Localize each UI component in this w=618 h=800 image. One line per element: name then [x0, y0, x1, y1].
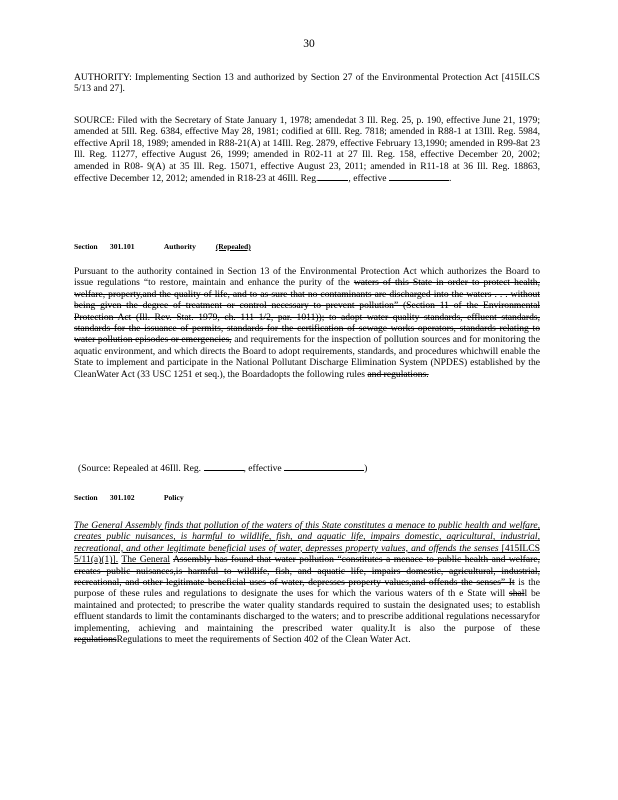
- text-deleted: waters of this State in order to protect health, welfare, property,and the quality of life, and to as-sure that no contaminants are discharged into the waters . . . without being given the degree of treatment or control necessary to prevent pollution” (Section 11 of the Environmental Protection Act (Ill. Rev. Stat. 1979, ch. 111 1/2, par. 1011)); to adopt water quality standards, effluent standards, standards for the issuance of permits, standards for the certification of sewage works operators, standards relating to water pollution episodes or emergencies,: [74, 277, 540, 346]
- section-301-101-heading: [74, 242, 275, 251]
- page-number: 30: [303, 38, 315, 50]
- text-retained: is the purpose of these rules and regulations to designate the uses for which the various waters of th e State will: [74, 577, 540, 600]
- repealed-note: (Repealed): [215, 242, 251, 251]
- section-label: Section: [74, 493, 98, 502]
- text-deleted: regulations: [74, 634, 117, 646]
- text-retained: Pursuant to the authority contained in Section 13 of the Environmental Protection Act which authorizes the Board to issue regulations “to restore, maintain and enhance the purity of the: [74, 266, 540, 289]
- blank-line: [284, 462, 364, 471]
- section-number: 301.102: [109, 493, 135, 502]
- section-301-101-body: [74, 266, 540, 380]
- text-retained: Regulations to meet the requirements of Section 402 of the Clean Water Act.: [116, 634, 411, 646]
- text-added: The General Assembly finds that pollution of the waters of this State constitutes a menace to public health and welfare, creates public nuisances, is harmful to wildlife, fish, and aquatic life, impairs domestic, agricultural, industrial, recreational, and other legitimate beneficial uses of water, depresses property values, and offends the senses: [74, 520, 540, 554]
- section-title: Authority: [163, 242, 196, 251]
- source-paragraph: SOURCE: Filed with the Secretary of State January 1, 1978; amendedat 3 Ill. Reg. 25, p. 190, effective June 21, 1979; amended at 5Ill. Reg. 6384, effective May 28, 1981; codified at 6Ill. Reg. 7818; amended in R88-1 at 13Ill. Reg. 5984, effective April 18, 1989; amended in R88-21(A) at 14Ill. Reg. 2879, effective February 13,1990; amended in R99-8at 23 Ill. Reg. 11277, effective August 26, 1999; amended in R02-11 at 27 Ill. Reg. 158, effective December 20, 2002; amended in R08- 9(A) at 35 Ill. Reg. 15071, effective August 23, 2011; amended in R11-18 at 36 Ill. Reg. 18863, effective December 12, 2012; amended in R18-23 at 46Ill. Reg. , effective .: [74, 115, 540, 185]
- section-301-102-body: [74, 520, 540, 645]
- text-deleted: and regulations.: [367, 368, 429, 380]
- text-deleted: Assembly has found that water pollution “constitutes a menace to public health and welfare, creates public nuisances,is harmful to wildlife, fish, and aquatic life, impairs domestic, agricultural, industrial, recreational, and other legitimate beneficial uses of water, depresses property values,and offends the senses” It: [74, 554, 540, 589]
- blank-line: [389, 172, 449, 181]
- blank-line: [204, 462, 244, 471]
- statute-citation: [415ILCS 5/11(a)(1)].: [74, 542, 540, 566]
- text-retained: and requirements for the inspection of pollution sources and for monitoring the aquatic environment, and which directs the Board to adopt requirements, standards, and procedures whichwill enable the State to implement and participate in the National Pollutant Discharge Elimination System (NPDES) established by the CleanWater Act (33 USC 1251 et seq.), the Boardadopts the following rules: [74, 334, 540, 380]
- repeal-effective: , effective: [243, 463, 282, 474]
- source-effective: effective: [353, 173, 387, 185]
- source-text: SOURCE: Filed with the Secretary of State January 1, 1978; amendedat 3 Ill. Reg. 25, p. 190, effective June 21, 1979; amended at 5Ill. Reg. 6384, effective May 28, 1981; codified at 6Ill. Reg. 7818; amended in R88-1 at 13Ill. Reg. 5984, effective April 18, 1989; amended in R88-21(A) at 14Ill. Reg. 2879, effective February 13,1990; amended in R99-8at 23 Ill. Reg. 11277, effective August 26, 1999; amended in R02-11 at 27 Ill. Reg. 158, effective December 20, 2002; amended in R08- 9(A) at 35 Ill. Reg. 15071, effective August 23, 2011; amended in R11-18 at 36 Ill. Reg. 18863, effective December 12, 2012; amended in R18-23 at 46Ill. Reg.: [74, 115, 540, 185]
- text-deleted: shal: [508, 588, 525, 600]
- section-title: Policy: [163, 493, 184, 502]
- section-label: Section: [74, 242, 98, 251]
- repeal-source-text: (Source: Repealed at 46Ill. Reg.: [78, 463, 202, 474]
- text-retained: l be maintained and protected; to prescribe the water quality standards required to sustain the designated uses; to establish effluent standards to limit the contaminants discharged to the waters; and to prescribe additional regulations necessaryfor implementing, achieving and maintaining the prescribed water quality.It is also the purpose of these: [74, 588, 540, 634]
- repeal-source-note: [78, 462, 544, 474]
- section-number: 301.101: [109, 242, 135, 251]
- closing-paren: ): [364, 463, 368, 474]
- section-301-102-heading: [74, 493, 184, 502]
- text-added: The General: [121, 554, 171, 566]
- blank-line: [318, 172, 348, 181]
- authority-paragraph: AUTHORITY: Implementing Section 13 and authorized by Section 27 of the Environmental Protection Act [415ILCS 5/13 and 27].: [74, 72, 540, 95]
